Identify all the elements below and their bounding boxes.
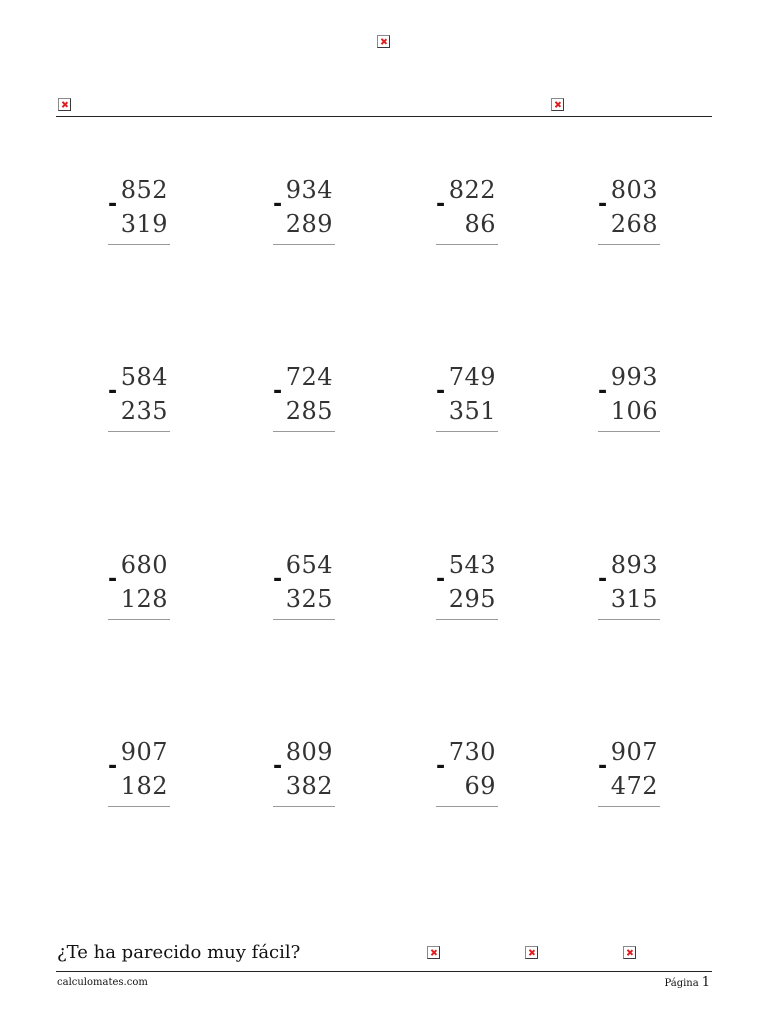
minus-sign: - xyxy=(598,754,608,779)
rating-easy-image-icon[interactable] xyxy=(427,946,440,959)
minus-sign: - xyxy=(108,379,118,404)
answer-line xyxy=(436,619,498,620)
minuend: 680 xyxy=(120,551,168,579)
rating-medium-image-icon[interactable] xyxy=(525,946,538,959)
minuend: 893 xyxy=(610,551,658,579)
minus-sign: - xyxy=(436,567,446,592)
subtrahend: 319 xyxy=(120,210,168,238)
minuend: 822 xyxy=(448,176,496,204)
minus-sign: - xyxy=(436,379,446,404)
minuend: 749 xyxy=(448,363,496,391)
subtrahend: 235 xyxy=(120,397,168,425)
subtraction-problem xyxy=(436,737,498,813)
answer-line xyxy=(598,806,660,807)
subtrahend: 295 xyxy=(448,585,496,613)
subtrahend: 325 xyxy=(285,585,333,613)
minuend: 803 xyxy=(610,176,658,204)
minuend: 654 xyxy=(285,551,333,579)
minuend: 543 xyxy=(448,551,496,579)
rating-hard-image-icon[interactable] xyxy=(623,946,636,959)
page-number: 1 xyxy=(701,975,710,990)
answer-line xyxy=(273,431,335,432)
answer-line xyxy=(436,806,498,807)
minus-sign: - xyxy=(108,754,118,779)
answer-line xyxy=(598,431,660,432)
subtraction-problem xyxy=(598,175,660,251)
subtrahend: 182 xyxy=(120,772,168,800)
answer-line xyxy=(108,619,170,620)
subtraction-problem xyxy=(598,737,660,813)
subtrahend: 285 xyxy=(285,397,333,425)
subtraction-problem xyxy=(273,737,335,813)
minuend: 934 xyxy=(285,176,333,204)
subtraction-problem xyxy=(108,362,170,438)
subtraction-problem xyxy=(436,550,498,626)
minuend: 584 xyxy=(120,363,168,391)
subtraction-problem xyxy=(273,175,335,251)
minus-sign: - xyxy=(273,754,283,779)
subtraction-problem xyxy=(273,550,335,626)
minuend: 730 xyxy=(448,738,496,766)
subtrahend: 382 xyxy=(285,772,333,800)
subtrahend: 315 xyxy=(610,585,658,613)
subtraction-problem xyxy=(436,175,498,251)
minus-sign: - xyxy=(598,567,608,592)
answer-line xyxy=(108,431,170,432)
difficulty-question: ¿Te ha parecido muy fácil? xyxy=(57,942,301,963)
minuend: 852 xyxy=(120,176,168,204)
page-label: Página xyxy=(664,978,699,989)
subtraction-problem xyxy=(598,362,660,438)
minus-sign: - xyxy=(436,754,446,779)
answer-line xyxy=(436,244,498,245)
minus-sign: - xyxy=(273,567,283,592)
subtrahend: 351 xyxy=(448,397,496,425)
minus-sign: - xyxy=(108,192,118,217)
subtrahend: 86 xyxy=(464,210,496,238)
minus-sign: - xyxy=(598,192,608,217)
site-name[interactable]: calculomates.com xyxy=(57,977,148,988)
subtrahend: 128 xyxy=(120,585,168,613)
page-indicator xyxy=(664,975,710,992)
subtrahend: 289 xyxy=(285,210,333,238)
subtrahend: 106 xyxy=(610,397,658,425)
footer-rule xyxy=(56,971,712,972)
minus-sign: - xyxy=(273,192,283,217)
minuend: 907 xyxy=(610,738,658,766)
answer-line xyxy=(273,806,335,807)
minuend: 809 xyxy=(285,738,333,766)
subtrahend: 268 xyxy=(610,210,658,238)
subtrahend: 69 xyxy=(464,772,496,800)
minus-sign: - xyxy=(273,379,283,404)
minus-sign: - xyxy=(108,567,118,592)
answer-line xyxy=(273,244,335,245)
subtraction-problem xyxy=(108,175,170,251)
subtraction-problem xyxy=(273,362,335,438)
subtraction-problem xyxy=(436,362,498,438)
answer-line xyxy=(436,431,498,432)
minuend: 724 xyxy=(285,363,333,391)
answer-line xyxy=(598,619,660,620)
subtraction-problem xyxy=(108,550,170,626)
subtraction-problem xyxy=(598,550,660,626)
answer-line xyxy=(598,244,660,245)
answer-line xyxy=(108,806,170,807)
minuend: 993 xyxy=(610,363,658,391)
minus-sign: - xyxy=(598,379,608,404)
minuend: 907 xyxy=(120,738,168,766)
minus-sign: - xyxy=(436,192,446,217)
answer-line xyxy=(108,244,170,245)
subtraction-problem xyxy=(108,737,170,813)
subtrahend: 472 xyxy=(610,772,658,800)
answer-line xyxy=(273,619,335,620)
